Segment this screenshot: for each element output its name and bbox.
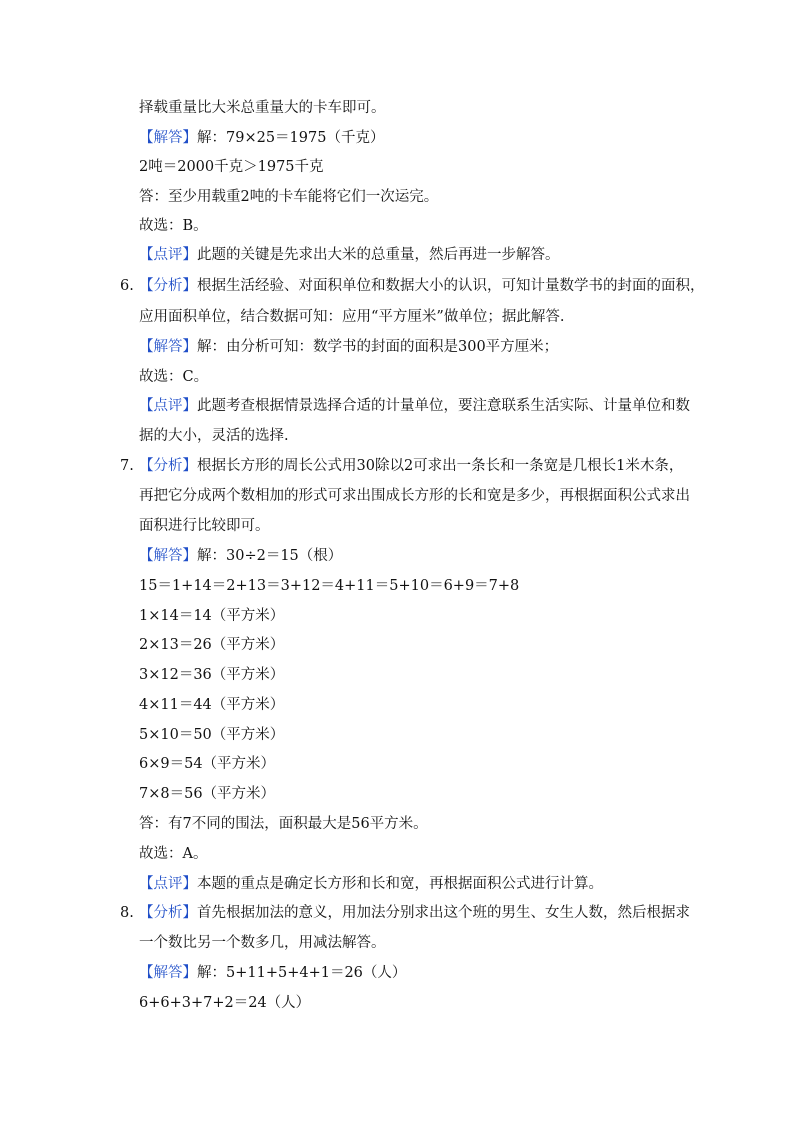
analysis-tag: 【分析】 xyxy=(139,458,197,474)
equation-line: 2×13＝26（平方米） xyxy=(139,637,285,653)
answer-line: 【解答】解：5+11+5+4+1＝26（人） xyxy=(139,965,407,981)
equation-line: 7×8＝56（平方米） xyxy=(139,786,276,802)
text-line: 2吨＝2000千克＞1975千克 xyxy=(139,159,324,175)
text-line: 应用面积单位，结合数据可知：应用“平方厘米”做单位；据此解答. xyxy=(139,309,565,325)
text-line: 答：有7不同的围法，面积最大是56平方米。 xyxy=(139,816,428,832)
answer-line: 【解答】解：79×25＝1975（千克） xyxy=(139,130,385,146)
question-number: 6. xyxy=(120,278,134,294)
comment-line: 【点评】本题的重点是确定长方形和长和宽，再根据面积公式进行计算。 xyxy=(139,876,603,892)
answer-tag: 【解答】 xyxy=(139,965,197,981)
text-line: 据的大小，灵活的选择. xyxy=(139,428,289,444)
equation-line: 5×10＝50（平方米） xyxy=(139,727,285,743)
comment-line: 【点评】此题考查根据情景选择合适的计量单位，要注意联系生活实际、计量单位和数 xyxy=(139,398,690,414)
answer-tag: 【解答】 xyxy=(139,548,197,564)
answer-tag: 【解答】 xyxy=(139,130,197,146)
answer-tag: 【解答】 xyxy=(139,339,197,355)
equation-line: 3×12＝36（平方米） xyxy=(139,667,285,683)
text-line: 再把它分成两个数相加的形式可求出围成长方形的长和宽是多少，再根据面积公式求出 xyxy=(139,488,690,504)
question-number: 7. xyxy=(120,458,134,474)
comment-tag: 【点评】 xyxy=(139,247,197,263)
equation-line: 1×14＝14（平方米） xyxy=(139,608,285,624)
choice-line: 故选：B。 xyxy=(139,218,208,234)
text-line: 面积进行比较即可。 xyxy=(139,518,270,534)
analysis-tag: 【分析】 xyxy=(139,278,197,294)
equation-line: 6+6+3+7+2＝24（人） xyxy=(139,995,311,1011)
analysis-line: 【分析】根据长方形的周长公式用30除以2可求出一条长和一条宽是几根长1米木条， xyxy=(139,458,684,474)
choice-line: 故选：C。 xyxy=(139,369,209,385)
answer-line: 【解答】解：30÷2＝15（根） xyxy=(139,548,343,564)
analysis-line: 【分析】首先根据加法的意义，用加法分别求出这个班的男生、女生人数，然后根据求 xyxy=(139,905,690,921)
equation-line: 6×9＝54（平方米） xyxy=(139,756,276,772)
text-line: 答：至少用载重2吨的卡车能将它们一次运完。 xyxy=(139,189,439,205)
text-line: 择载重量比大米总重量大的卡车即可。 xyxy=(139,100,386,116)
comment-tag: 【点评】 xyxy=(139,876,197,892)
comment-line: 【点评】此题的关键是先求出大米的总重量，然后再进一步解答。 xyxy=(139,247,560,263)
comment-tag: 【点评】 xyxy=(139,398,197,414)
choice-line: 故选：A。 xyxy=(139,846,208,862)
text-line: 一个数比另一个数多几，用减法解答。 xyxy=(139,935,386,951)
analysis-line: 【分析】根据生活经验、对面积单位和数据大小的认识，可知计量数学书的封面的面积， xyxy=(139,278,705,294)
question-number: 8. xyxy=(120,905,134,921)
analysis-tag: 【分析】 xyxy=(139,905,197,921)
equation-line: 15＝1+14＝2+13＝3+12＝4+11＝5+10＝6+9＝7+8 xyxy=(139,578,520,594)
answer-line: 【解答】解：由分析可知：数学书的封面的面积是300平方厘米； xyxy=(139,339,559,355)
equation-line: 4×11＝44（平方米） xyxy=(139,697,285,713)
